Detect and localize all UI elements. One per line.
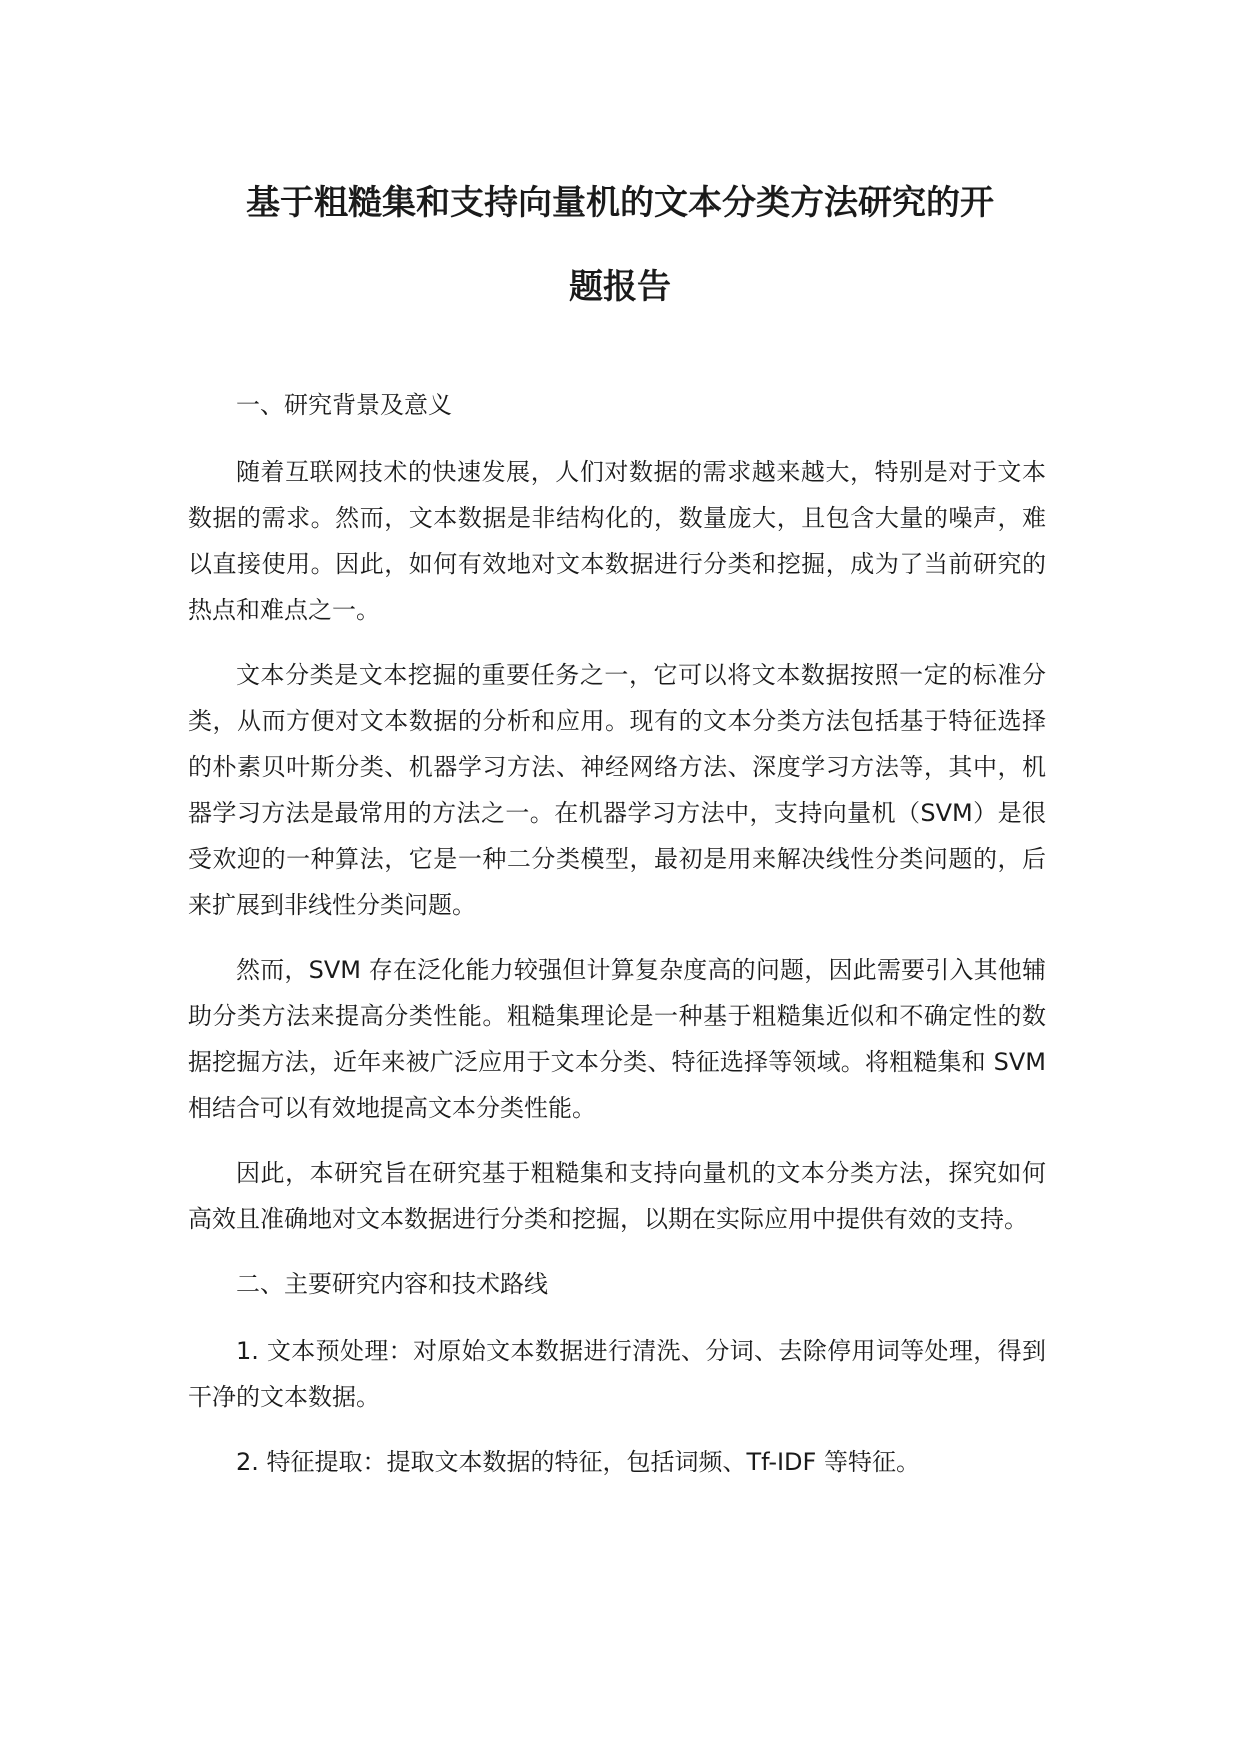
paragraph-background-2: 文本分类是文本挖掘的重要任务之一，它可以将文本数据按照一定的标准分类，从而方便对文本数据的分析和应用。现有的文本分类方法包括基于特征选择的朴素贝叶斯分类、机器学习方法、神经网络方法、深度学习方法等，其中，机器学习方法是最常用的方法之一。在机器学习方法中，支持向量机（SVM）是很受欢迎的一种算法，它是一种二分类模型，最初是用来解决线性分类问题的，后来扩展到非线性分类问题。 [188,661,1046,919]
paragraph-background-3: 然而，SVM 存在泛化能力较强但计算复杂度高的问题，因此需要引入其他辅助分类方法来提高分类性能。粗糙集理论是一种基于粗糙集近似和不确定性的数据挖掘方法，近年来被广泛应用于文本分类、特征选择等领域。将粗糙集和 SVM 相结合可以有效地提高文本分类性能。 [188,956,1046,1122]
document-title-line-2: 题报告 [569,267,671,307]
document-body [188,382,1046,1504]
section-heading-background: 一、研究背景及意义 [236,391,452,419]
list-item-feature-extraction: 2. 特征提取：提取文本数据的特征，包括词频、Tf-IDF 等特征。 [236,1448,920,1476]
list-item-preprocessing: 1. 文本预处理：对原始文本数据进行清洗、分词、去除停用词等处理，得到干净的文本数据。 [188,1337,1046,1411]
paragraph-background-4: 因此，本研究旨在研究基于粗糙集和支持向量机的文本分类方法，探究如何高效且准确地对文本数据进行分类和挖掘，以期在实际应用中提供有效的支持。 [188,1159,1046,1233]
paragraph-background-1: 随着互联网技术的快速发展，人们对数据的需求越来越大，特别是对于文本数据的需求。然而，文本数据是非结构化的，数量庞大，且包含大量的噪声，难以直接使用。因此，如何有效地对文本数据进行分类和挖掘，成为了当前研究的热点和难点之一。 [188,458,1046,624]
document-title-line-1: 基于粗糙集和支持向量机的文本分类方法研究的开 [246,183,994,223]
section-heading-content: 二、主要研究内容和技术路线 [236,1270,548,1298]
